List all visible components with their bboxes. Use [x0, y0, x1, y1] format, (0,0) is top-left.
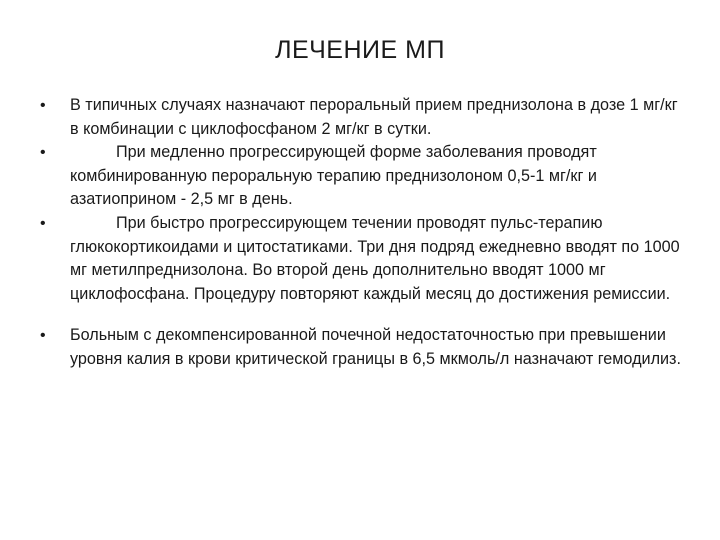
slide-title: ЛЕЧЕНИЕ МП — [275, 36, 445, 64]
bullet-text: При медленно прогрессирующей форме заболевания проводят комбинированную пероральную терапию преднизолоном 0,5-1 мг/кг и азатиоприном - 2,5 мг в день. — [70, 143, 597, 209]
bullet-item — [0, 141, 720, 212]
bullet-item — [0, 94, 720, 141]
bullet-item — [0, 212, 720, 306]
bullet-marker: • — [40, 144, 46, 162]
bullet-text: В типичных случаях назначают пероральный прием преднизолона в дозе 1 мг/кг в комбинации с циклофосфаном 2 мг/кг в сутки. — [70, 96, 678, 138]
bullet-spacer — [0, 306, 720, 324]
bullet-text: Больным с декомпенсированной почечной недостаточностью при превышении уровня калия в крови критической границы в 6,5 мкмоль/л назначают гемодилиз. — [70, 326, 681, 368]
bullet-text: При быстро прогрессирующем течении проводят пульс-терапию глюкокортикоидами и цитостатиками. Три дня подряд ежедневно вводят по 1000 мг метилпреднизолона. Во второй день дополнительно вводят 1000 мг циклофосфана. Процедуру повторяют каждый месяц до достижения ремиссии. — [70, 213, 680, 303]
bullet-item — [0, 324, 720, 371]
bullet-marker: • — [40, 214, 46, 232]
bullet-list — [0, 94, 720, 372]
bullet-marker: • — [40, 97, 46, 114]
bullet-marker: • — [40, 327, 46, 345]
